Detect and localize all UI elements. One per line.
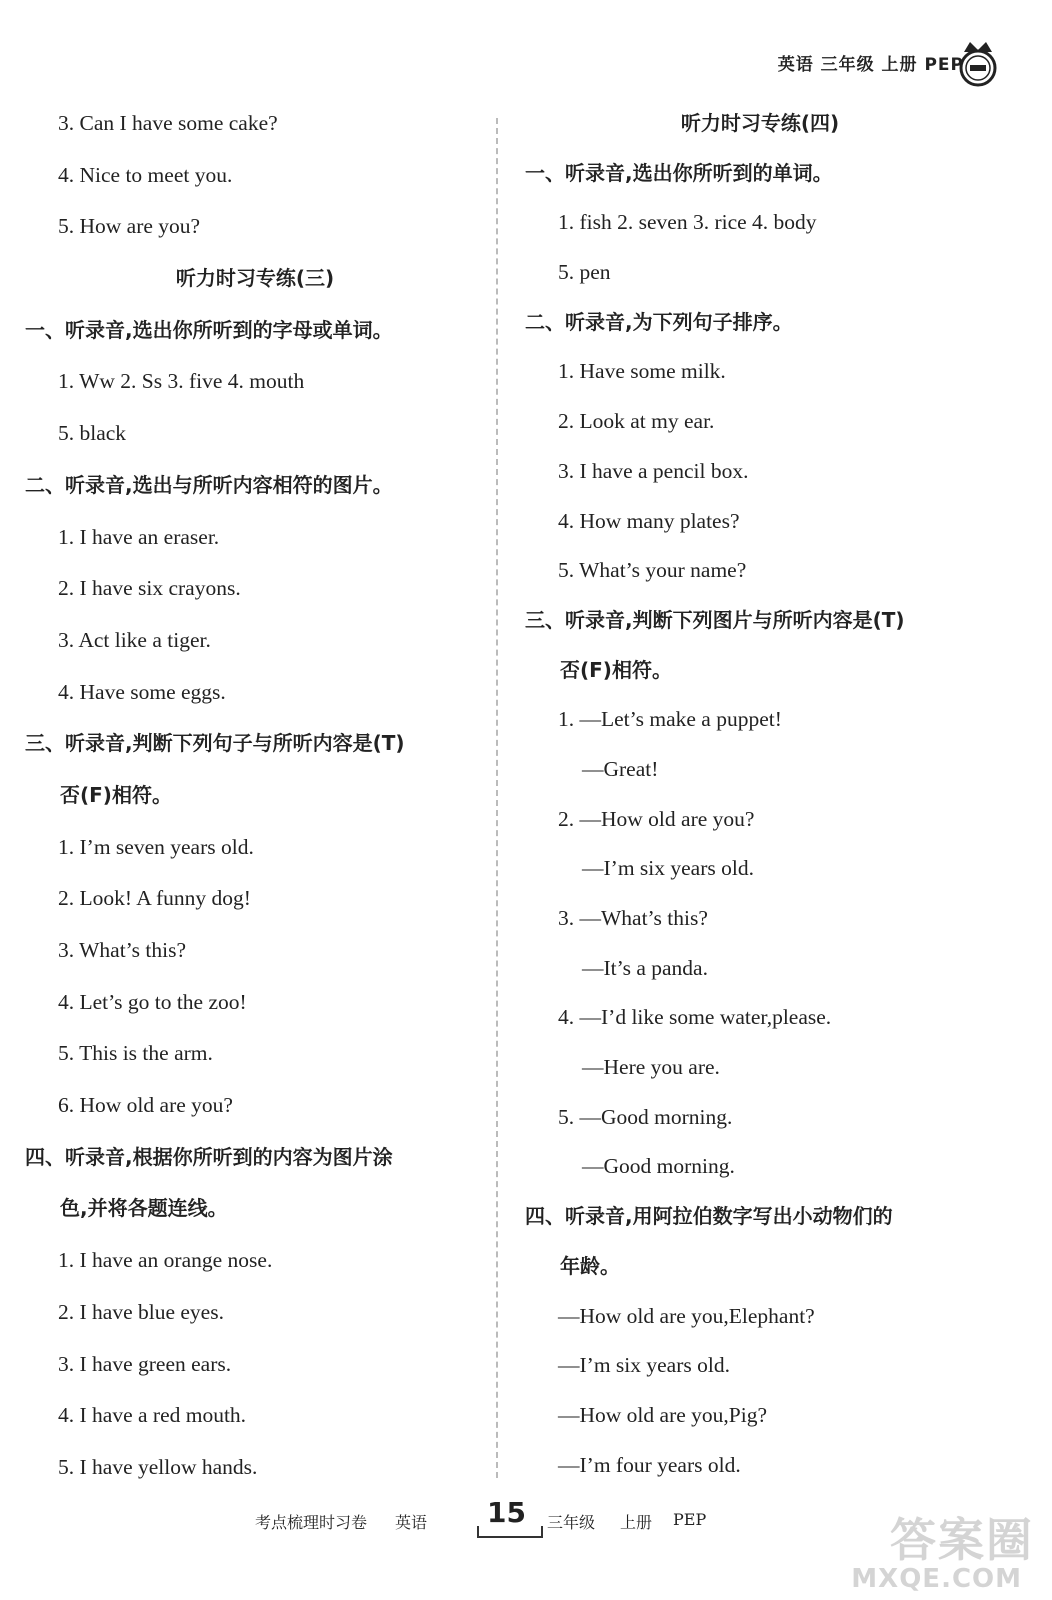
list-item: —How old are you,Pig? [558, 1402, 767, 1427]
footer-edition: PEP [673, 1510, 707, 1529]
page-number: 15 [487, 1496, 526, 1529]
list-item: 2. —How old are you? [558, 806, 755, 831]
question-heading: 三、听录音,判断下列句子与所听内容是(T) [25, 731, 405, 756]
section-title: 听力时习专练(三) [175, 266, 335, 291]
list-item: 1. I have an orange nose. [58, 1248, 273, 1273]
footer-subject: 英语 [395, 1513, 428, 1532]
list-item: 3. —What’s this? [558, 906, 708, 930]
list-item: 2. Look! A funny dog! [58, 886, 251, 911]
question-heading-continued: 年龄。 [560, 1253, 620, 1278]
watermark-main: 答案圈 [890, 1513, 1034, 1567]
question-heading: 二、听录音,为下列句子排序。 [525, 309, 793, 334]
watermark-sub: MXQE.COM [851, 1564, 1022, 1594]
list-item: 5. This is the arm. [58, 1041, 213, 1066]
list-item: 3. Act like a tiger. [58, 627, 211, 652]
question-heading: 二、听录音,选出与所听内容相符的图片。 [25, 472, 393, 497]
question-heading: 一、听录音,选出你所听到的单词。 [525, 160, 833, 185]
list-item: 5. I have yellow hands. [58, 1454, 258, 1479]
list-item: 2. I have blue eyes. [58, 1299, 224, 1324]
page-header: 英语 三年级 上册 PEP [777, 55, 964, 75]
list-item-response: —Good morning. [582, 1154, 735, 1179]
list-item-response: —Great! [582, 756, 659, 781]
list-item: 4. Have some eggs. [58, 679, 226, 704]
page-number-bracket [477, 1526, 543, 1538]
list-item-response: —It’s a panda. [582, 955, 708, 980]
question-heading-continued: 色,并将各题连线。 [60, 1196, 228, 1221]
list-item: 1. I have an eraser. [58, 524, 220, 549]
footer-grade: 三年级 [547, 1513, 596, 1532]
page-footer [255, 1496, 735, 1540]
list-item: 5. How are you? [58, 214, 201, 239]
question-heading-continued: 否(F)相符。 [60, 782, 172, 807]
question-heading: 四、听录音,根据你所听到的内容为图片涂 [25, 1144, 393, 1169]
question-heading: 一、听录音,选出你所听到的字母或单词。 [25, 317, 393, 342]
list-item: 1. fish 2. seven 3. rice 4. body [558, 210, 817, 235]
list-item: 1. I’m seven years old. [58, 834, 254, 859]
list-item: —I’m four years old. [558, 1452, 741, 1477]
footer-volume: 上册 [620, 1513, 653, 1532]
brand-logo-icon [956, 38, 1000, 88]
column-divider [496, 118, 498, 1478]
list-item: —I’m six years old. [558, 1353, 730, 1378]
list-item: 1. —Let’s make a puppet! [558, 707, 782, 732]
list-item-response: —Here you are. [582, 1055, 720, 1080]
list-item: 4. —I’d like some water,please. [558, 1005, 832, 1030]
list-item: 3. I have a pencil box. [558, 458, 749, 483]
list-item: 4. I have a red mouth. [58, 1403, 247, 1428]
left-column [25, 100, 485, 1496]
list-item: 5. What’s your name? [558, 558, 747, 583]
question-heading-continued: 否(F)相符。 [560, 657, 672, 682]
question-heading: 三、听录音,判断下列图片与所听内容是(T) [525, 607, 905, 632]
list-item: 2. I have six crayons. [58, 576, 241, 601]
list-item: 3. What’s this? [58, 938, 186, 962]
list-item: 5. black [58, 421, 127, 446]
list-item: 1. Have some milk. [558, 359, 726, 384]
footer-book-title: 考点梳理时习卷 [255, 1513, 368, 1532]
question-heading: 四、听录音,用阿拉伯数字写出小动物们的 [525, 1204, 893, 1229]
section-title: 听力时习专练(四) [680, 111, 840, 135]
right-column [525, 100, 995, 1491]
list-item: 4. Let’s go to the zoo! [58, 989, 247, 1014]
list-item: 2. Look at my ear. [558, 409, 715, 434]
list-item: 5. —Good morning. [558, 1104, 733, 1129]
list-item: —How old are you,Elephant? [558, 1303, 815, 1328]
list-item: 3. Can I have some cake? [58, 111, 278, 135]
list-item: 5. pen [558, 260, 611, 285]
list-item: 3. I have green ears. [58, 1351, 232, 1376]
list-item: 4. Nice to meet you. [58, 162, 233, 187]
list-item-response: —I’m six years old. [582, 856, 754, 881]
list-item: 4. How many plates? [558, 508, 740, 533]
list-item: 1. Ww 2. Ss 3. five 4. mouth [58, 369, 305, 394]
list-item: 6. How old are you? [58, 1093, 233, 1118]
